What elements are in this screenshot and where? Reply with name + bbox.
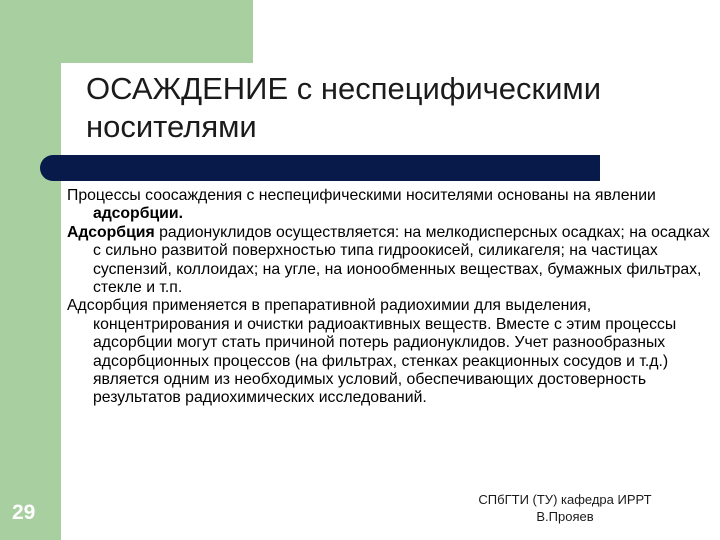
title-underline-bar (40, 155, 600, 181)
footer-line-author: В.Прояев (536, 509, 594, 524)
left-accent-band (0, 0, 61, 540)
slide-title: ОСАЖДЕНИЕ с неспецифическими носителями (86, 71, 602, 144)
paragraph-intro-text: Процессы соосаждения с неспецифическими носителями основаны на явлении (67, 187, 656, 204)
paragraph-adsorption-text: радионуклидов осуществляется: на мелкодисперсных осадках; на осадках с сильно развитой поверхностью типа гидроокисей, силикагеля; на частицах суспензий, коллоидах; на угле, на ионообменных веществах, бумажных фильтрах, стекле и т.п. (93, 223, 710, 297)
slide-number: 29 (12, 501, 36, 524)
paragraph-adsorption (67, 224, 717, 298)
slide-footer (460, 491, 670, 525)
paragraph-intro-bold: адсорбции. (93, 205, 183, 223)
footer-line-department: СПбГТИ (ТУ) кафедра ИРРТ (478, 492, 652, 507)
paragraph-intro (67, 187, 717, 224)
top-accent-band (0, 0, 253, 63)
slide-body (67, 187, 717, 408)
paragraph-applications: Адсорбция применяется в препаративной радиохимии для выделения, концентрирования и очистки радиоактивных веществ. Вместе с этим процессы адсорбции могут стать причиной потерь радионуклидов. Учет разнообразных адсорбционных процессов (на фильтрах, стенках реакционных сосудов и т.д.) является одним из необходимых условий, обеспечивающих достоверность результатов радиохимических исследований. (67, 297, 677, 407)
paragraph-adsorption-bold: Адсорбция (67, 223, 155, 241)
